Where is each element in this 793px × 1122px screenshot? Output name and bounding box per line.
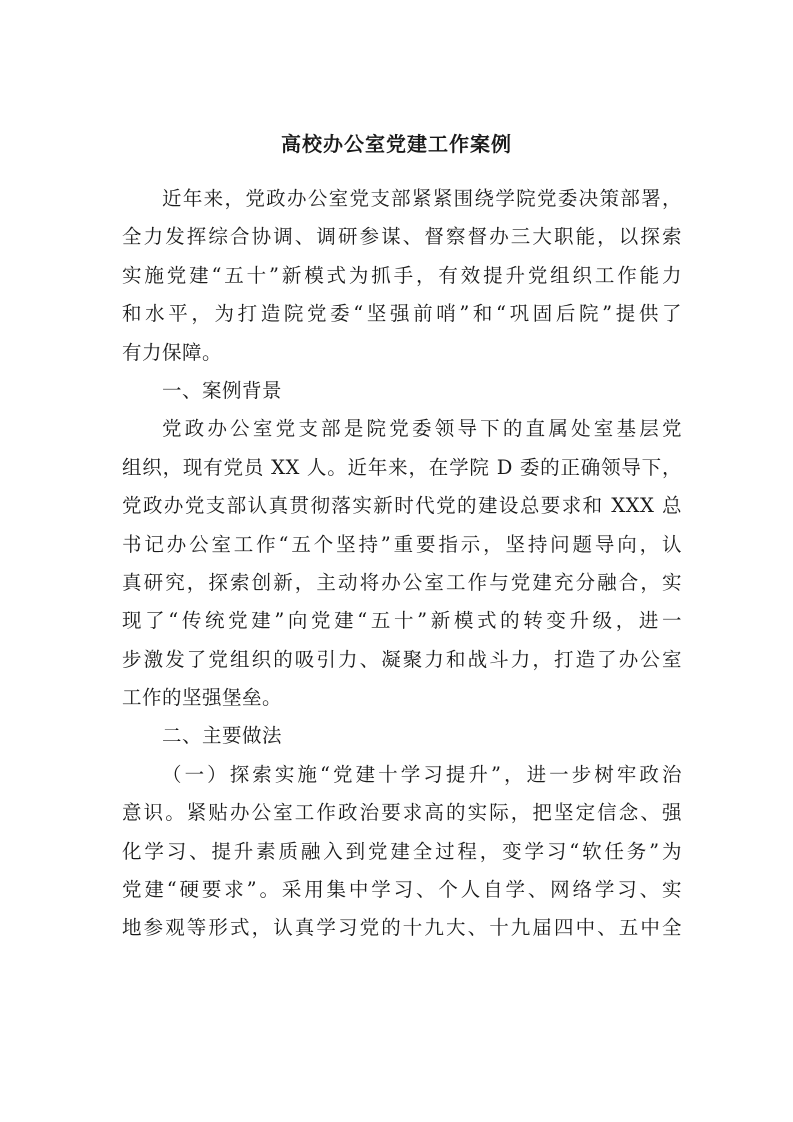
paragraph-line: 化学习、提升素质融入到党建全过程，变学习“软任务”为 — [122, 839, 682, 863]
document-title: 高校办公室党建工作案例 — [281, 132, 512, 156]
paragraph-line: 步激发了党组织的吸引力、凝聚力和战斗力，打造了办公室 — [122, 647, 682, 671]
paragraph-line: 党建“硬要求”。采用集中学习、个人自学、网络学习、实 — [122, 878, 682, 902]
paragraph-line: 有力保障。 — [122, 340, 223, 364]
section-heading: 二、主要做法 — [162, 724, 283, 748]
paragraph-line: 实施党建“五十”新模式为抓手，有效提升党组织工作能力 — [122, 263, 682, 287]
paragraph-line: 近年来，党政办公室党支部紧紧围绕学院党委决策部署， — [162, 187, 682, 210]
paragraph-line: 工作的坚强堡垒。 — [122, 686, 283, 710]
paragraph-line: 和水平，为打造院党委“坚强前哨”和“巩固后院”提供了 — [122, 302, 682, 326]
paragraph-line: 真研究，探索创新，主动将办公室工作与党建充分融合，实 — [122, 570, 682, 594]
paragraph-line: 全力发挥综合协调、调研参谋、督察督办三大职能，以探索 — [122, 225, 682, 249]
paragraph-line: 党政办公室党支部是院党委领导下的直属处室基层党 — [162, 417, 682, 441]
section-heading: 一、案例背景 — [162, 378, 283, 402]
paragraph-line: 组织，现有党员 XX 人。近年来，在学院 D 委的正确领导下， — [122, 455, 682, 479]
paragraph-line: 书记办公室工作“五个坚持”重要指示，坚持问题导向，认 — [122, 532, 682, 556]
paragraph-line: 党政办党支部认真贯彻落实新时代党的建设总要求和 XXX 总 — [122, 494, 682, 518]
paragraph-line: 地参观等形式，认真学习党的十九大、十九届四中、五中全 — [122, 916, 682, 940]
paragraph-line: 现了“传统党建”向党建“五十”新模式的转变升级，进一 — [122, 609, 682, 633]
paragraph-line: （一）探索实施“党建十学习提升”，进一步树牢政治 — [162, 762, 682, 786]
paragraph-line: 意识。紧贴办公室工作政治要求高的实际，把坚定信念、强 — [122, 801, 682, 825]
document-body — [122, 180, 682, 948]
